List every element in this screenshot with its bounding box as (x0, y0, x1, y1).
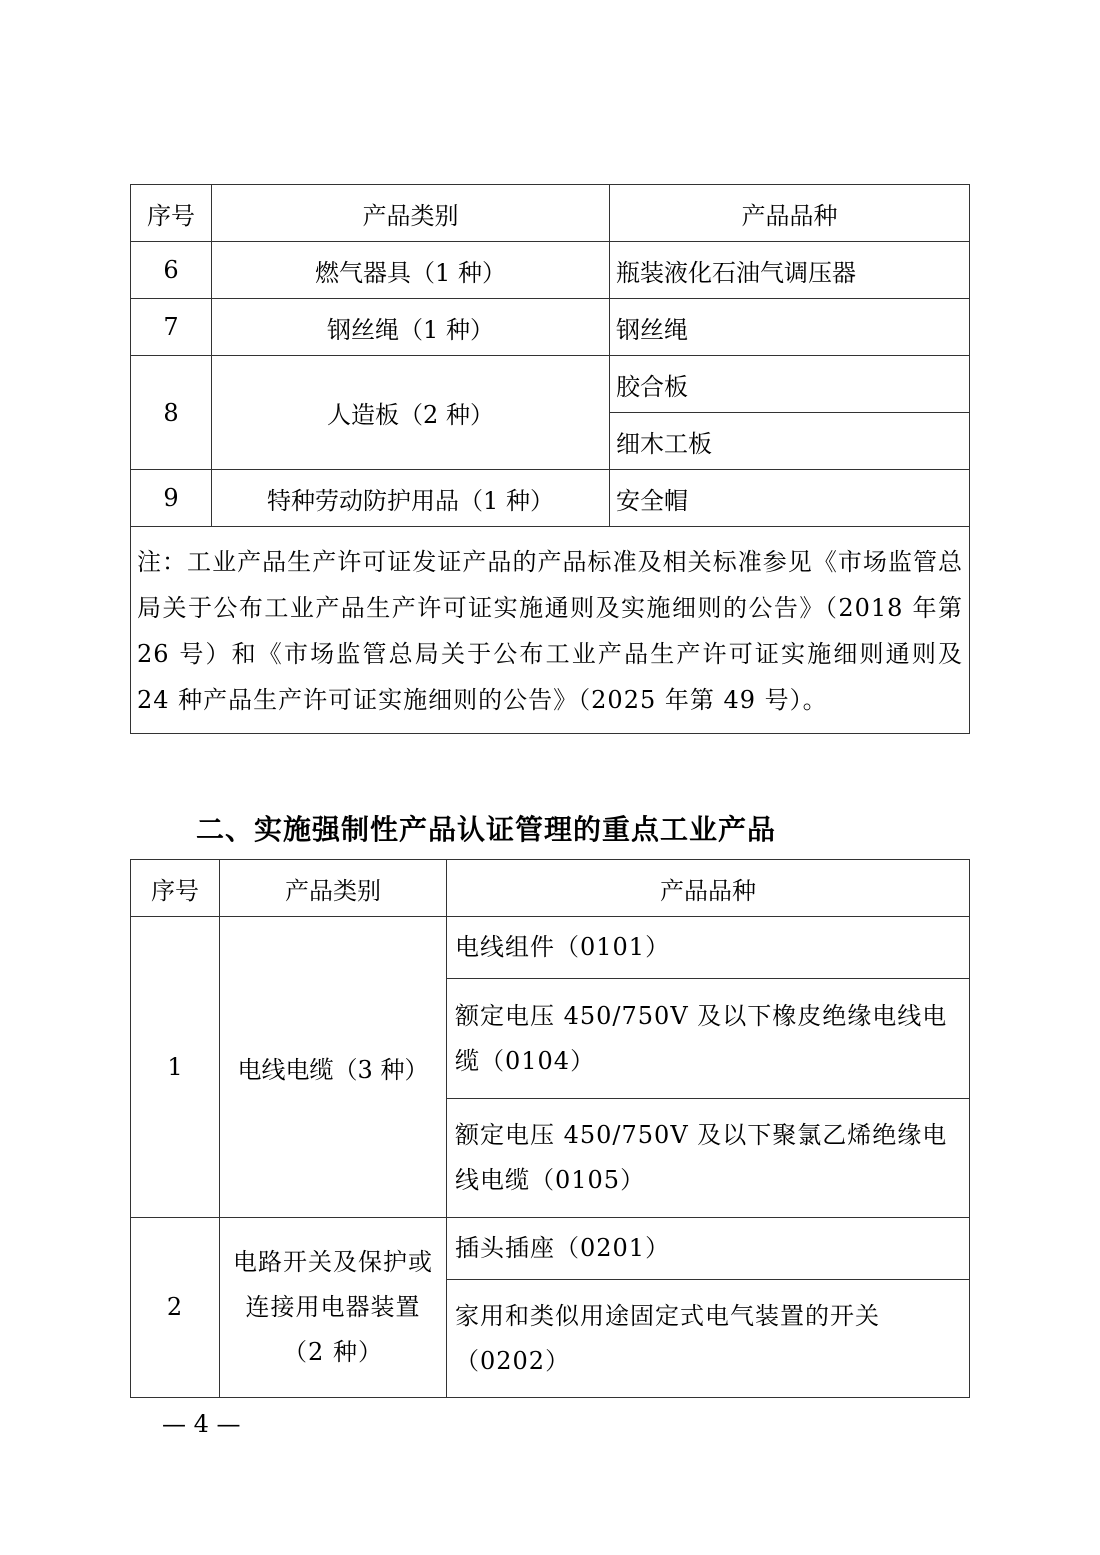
header-products: 产品品种 (447, 860, 970, 917)
ccc-products-table (130, 859, 970, 1398)
row-product: 细木工板 (610, 413, 970, 470)
row-no: 9 (131, 470, 212, 527)
header-products: 产品品种 (610, 185, 970, 242)
table-row (131, 470, 970, 527)
row-product: 钢丝绳 (610, 299, 970, 356)
page-number: — 4 — (162, 1410, 241, 1438)
row-product: 家用和类似用途固定式电气装置的开关（0202） (447, 1280, 970, 1398)
row-no: 7 (131, 299, 212, 356)
header-category: 产品类别 (220, 860, 447, 917)
row-product: 安全帽 (610, 470, 970, 527)
table-header-row (131, 860, 970, 917)
header-no: 序号 (131, 185, 212, 242)
license-products-table (130, 184, 970, 734)
row-category: 电线电缆（3 种） (220, 917, 447, 1218)
row-category: 人造板（2 种） (212, 356, 610, 470)
row-no: 6 (131, 242, 212, 299)
row-category: 燃气器具（1 种） (212, 242, 610, 299)
row-product: 额定电压 450/750V 及以下聚氯乙烯绝缘电线电缆（0105） (447, 1099, 970, 1218)
row-no: 1 (131, 917, 220, 1218)
row-category: 钢丝绳（1 种） (212, 299, 610, 356)
row-no: 8 (131, 356, 212, 470)
table-row (131, 1218, 970, 1280)
row-product: 电线组件（0101） (447, 917, 970, 979)
section-title: 二、实施强制性产品认证管理的重点工业产品 (196, 813, 777, 846)
row-product: 额定电压 450/750V 及以下橡皮绝缘电线电缆（0104） (447, 979, 970, 1099)
table-row (131, 242, 970, 299)
row-category: 特种劳动防护用品（1 种） (212, 470, 610, 527)
row-product: 瓶装液化石油气调压器 (610, 242, 970, 299)
table-note-row (131, 527, 970, 734)
row-no: 2 (131, 1218, 220, 1398)
table-row (131, 299, 970, 356)
header-no: 序号 (131, 860, 220, 917)
row-product: 胶合板 (610, 356, 970, 413)
table-header-row (131, 185, 970, 242)
row-product: 插头插座（0201） (447, 1218, 970, 1280)
header-category: 产品类别 (212, 185, 610, 242)
table-row (131, 917, 970, 979)
table-note: 注：工业产品生产许可证发证产品的产品标准及相关标准参见《市场监管总局关于公布工业产品生产许可证实施通则及实施细则的公告》（2018 年第 26 号）和《市场监管总局关于公布工业产品生产许可证实施细则通则及 24 种产品生产许可证实施细则的公告》（2025 年第 49 号）。 (131, 527, 970, 734)
table-row (131, 356, 970, 413)
row-category: 电路开关及保护或连接用电器装置（2 种） (220, 1218, 447, 1398)
